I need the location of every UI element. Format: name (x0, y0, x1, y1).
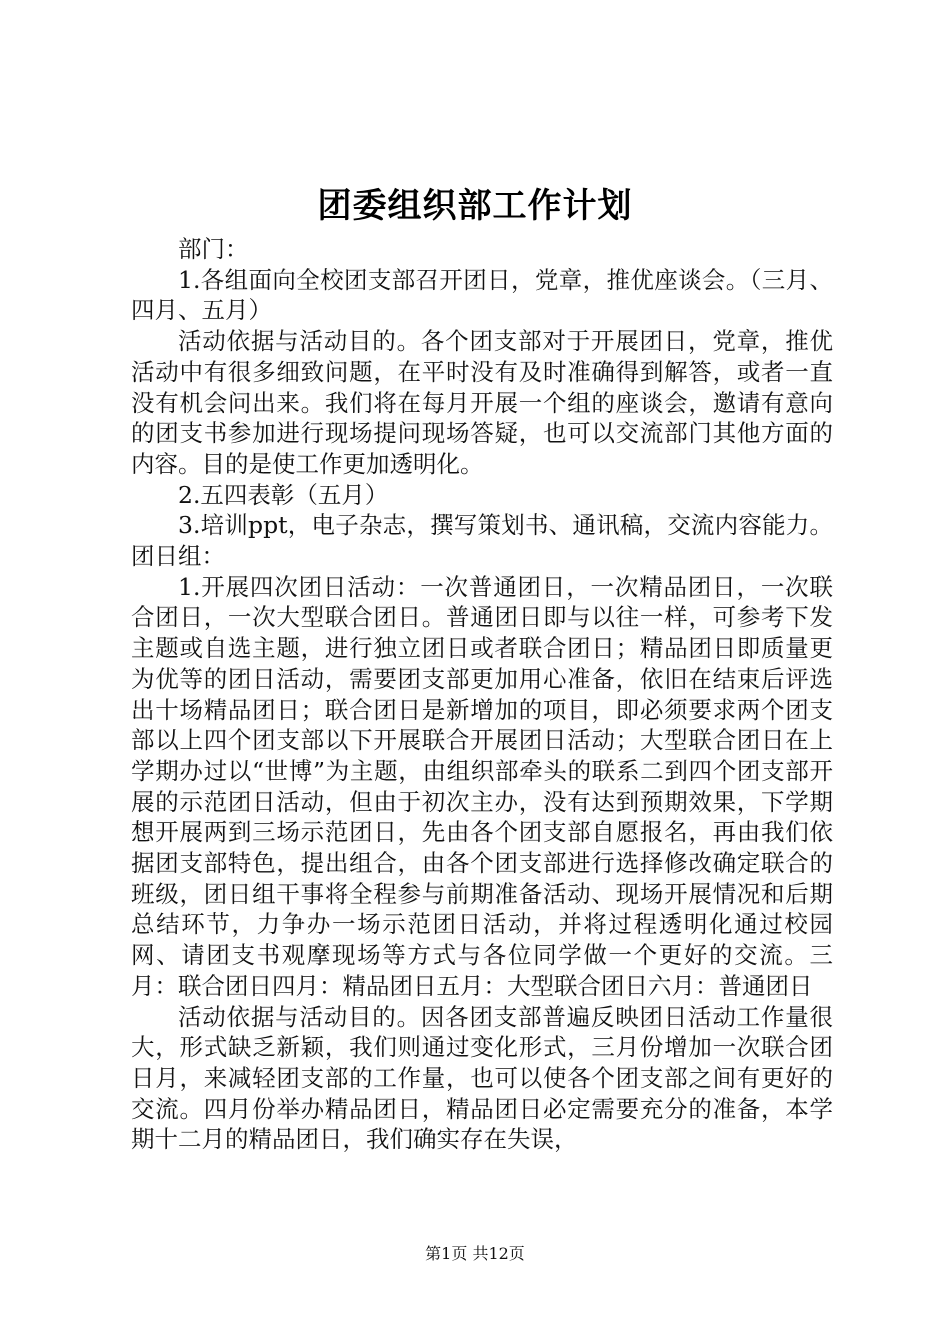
document-body (131, 234, 833, 1155)
paragraph-item-1: 1.各组面向全校团支部召开团日，党章，推优座谈会。（三月、四月、五月） (131, 265, 833, 325)
paragraph-item-2: 2.五四表彰（五月） (178, 480, 389, 509)
paragraph-basis-1: 活动依据与活动目的。各个团支部对于开展团日，党章，推优活动中有很多细致问题，在平时没有及时准确得到解答，或者一直没有机会问出来。我们将在每月开展一个组的座谈会，邀请有意向的团支书参加进行现场提问现场答疑，也可以交流部门其他方面的内容。目的是使工作更加透明化。 (131, 327, 833, 478)
page-number-footer: 第1页 共12页 (425, 1244, 525, 1263)
paragraph-basis-2: 活动依据与活动目的。因各团支部普遍反映团日活动工作量很大，形式缺乏新颖，我们则通过变化形式，三月份增加一次联合团日月，来减轻团支部的工作量，也可以使各个团支部之间有更好的交流。四月份举办精品团日，精品团日必定需要充分的准备，本学期十二月的精品团日，我们确实存在失误， (131, 1002, 833, 1154)
paragraph-department: 部门： (178, 235, 249, 263)
paragraph-tuanri-item-1: 1.开展四次团日活动：一次普通团日，一次精品团日，一次联合团日，一次大型联合团日。普通团日即与以往一样，可参考下发主题或自选主题，进行独立团日或者联合团日；精品团日即质量更为优等的团日活动，需要团支部更加用心准备，依旧在结束后评选出十场精品团日；联合团日是新增加的项目，即必须要求两个团支部以上四个团支部以下开展联合开展团日活动；大型联合团日在上学期办过以“世博”为主题，由组织部牵头的联系二到四个团支部开展的示范团日活动，但由于初次主办，没有达到预期效果，下学期想开展两到三场示范团日，先由各个团支部自愿报名，再由我们依据团支部特色，提出组合，由各个团支部进行选择修改确定联合的班级，团日组干事将全程参与前期准备活动、现场开展情况和后期总结环节，力争办一场示范团日活动，并将过程透明化通过校园网、请团支书观摩现场等方式与各位同学做一个更好的交流。三月：联合团日四月：精品团日五月：大型联合团日六月：普通团日 (131, 572, 833, 1000)
document-title: 团委组织部工作计划 (317, 186, 633, 226)
paragraph-item-3: 3.培训ppt，电子杂志，撰写策划书、通讯稿，交流内容能力。团日组： (131, 511, 833, 571)
